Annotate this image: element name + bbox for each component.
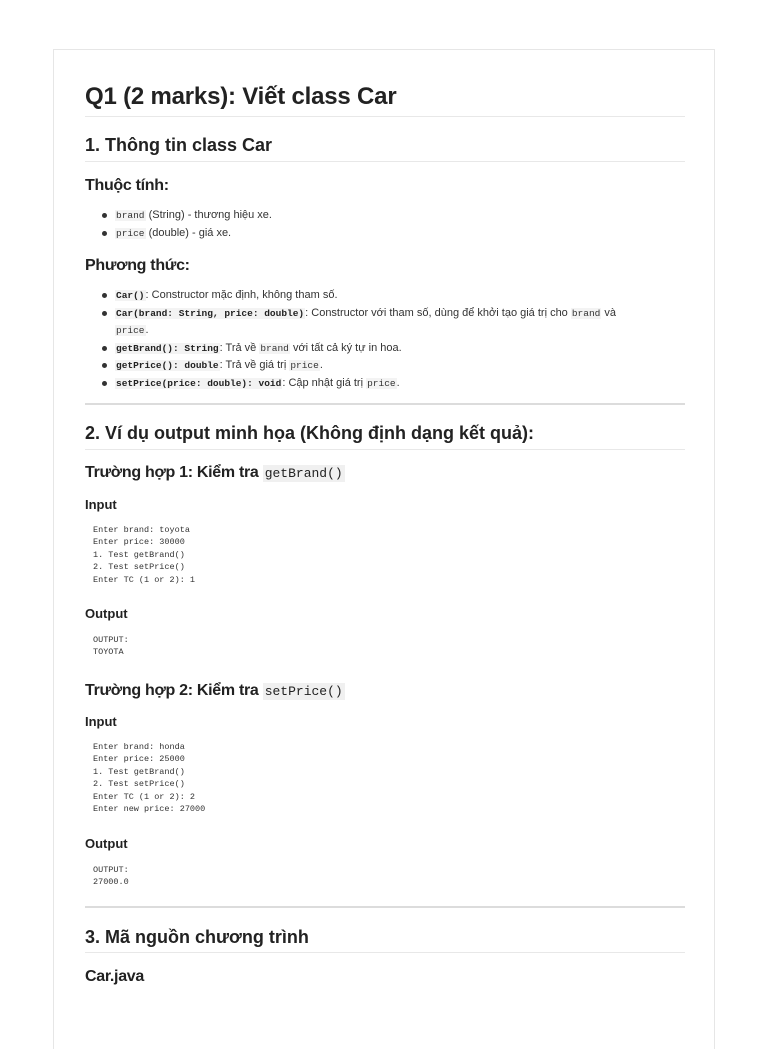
case-1-heading	[85, 464, 345, 482]
methods-heading: Phương thức:	[85, 257, 190, 274]
inline-code: brand	[571, 307, 601, 319]
list-item	[85, 305, 685, 340]
list-item-text: .	[396, 376, 400, 389]
case-2-input-label: Input	[85, 714, 117, 729]
case-1-input-block: Enter brand: toyota Enter price: 30000 1. Test getBrand() 2. Test setPrice() Enter TC (1 or 2): 1	[93, 525, 196, 585]
file-heading: Car.java	[85, 968, 144, 985]
case-2-heading-code: setPrice()	[264, 684, 343, 699]
case-2-heading-text: Trường hợp 2: Kiểm tra	[85, 682, 263, 699]
list-item-text: : Cập nhật giá trị	[282, 376, 367, 389]
list-item-text: với tất cả ký tự in hoa.	[289, 341, 402, 354]
case-1-output-block: OUTPUT: TOYOTA	[93, 635, 129, 658]
attributes-heading: Thuộc tính:	[85, 177, 169, 194]
title-underline	[85, 116, 685, 117]
section-3-underline	[85, 952, 685, 953]
horizontal-rule	[85, 906, 685, 908]
list-item-text: : Constructor với tham số, dùng để khởi tạo giá trị cho	[305, 306, 571, 319]
case-2-heading	[85, 682, 345, 700]
list-item	[85, 207, 685, 225]
method-signature: Car()	[116, 290, 145, 301]
method-signature: getBrand(): String	[116, 342, 219, 354]
case-1-heading-text: Trường hợp 1: Kiểm tra	[85, 464, 263, 481]
section-3-heading: 3. Mã nguồn chương trình	[85, 927, 309, 947]
list-item	[85, 225, 685, 243]
list-item-text: .	[319, 359, 323, 371]
document-page	[53, 49, 715, 1049]
list-item	[85, 357, 685, 375]
inline-code: price	[116, 227, 145, 239]
case-1-heading-code: getBrand()	[264, 466, 343, 481]
method-signature: getPrice(): double	[116, 360, 219, 371]
list-item-text: .	[145, 324, 149, 336]
list-item-text: và	[601, 306, 617, 319]
section-1-underline	[85, 161, 685, 162]
case-1-input-label: Input	[85, 497, 117, 512]
section-2-heading: 2. Ví dụ output minh họa (Không định dạng kết quả):	[85, 423, 534, 443]
list-item-text: (String) - thương hiệu xe.	[145, 209, 272, 221]
case-2-output-block: OUTPUT: 27000.0	[93, 865, 129, 888]
section-1-heading: 1. Thông tin class Car	[85, 135, 273, 155]
inline-code: brand	[116, 210, 145, 221]
list-item-text: : Trả về giá trị	[219, 359, 290, 371]
inline-code: price	[116, 325, 145, 336]
section-2-underline	[85, 449, 685, 450]
inline-code: brand	[260, 342, 289, 354]
case-2-output-label: Output	[85, 836, 128, 851]
method-signature: setPrice(price: double): void	[116, 377, 282, 389]
methods-list	[85, 287, 685, 392]
case-1-output-label: Output	[85, 606, 128, 621]
inline-code: price	[367, 377, 396, 389]
list-item	[85, 287, 685, 305]
inline-code: price	[290, 360, 319, 371]
horizontal-rule	[85, 403, 685, 405]
list-item-text: (double) - giá xe.	[145, 226, 232, 239]
list-item-text: : Trả về	[219, 341, 260, 354]
case-2-input-block: Enter brand: honda Enter price: 25000 1. Test getBrand() 2. Test setPrice() Enter TC (1 or 2): 2 Enter new price: 27000	[93, 742, 206, 815]
list-item-text: : Constructor mặc định, không tham số.	[145, 289, 338, 301]
method-signature: Car(brand: String, price: double)	[116, 307, 305, 319]
attributes-list	[85, 207, 685, 242]
page-title: Q1 (2 marks): Viết class Car	[85, 83, 397, 110]
list-item	[85, 340, 685, 358]
list-item	[85, 375, 685, 393]
